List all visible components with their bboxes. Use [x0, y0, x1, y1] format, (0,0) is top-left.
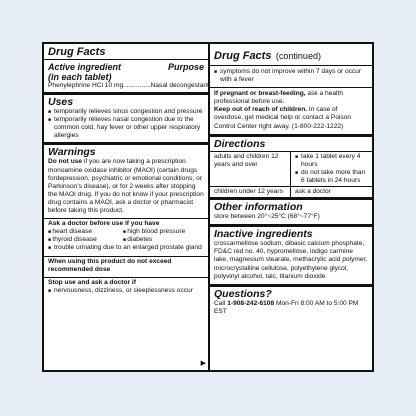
- uses-heading: Uses: [48, 96, 74, 109]
- left-column: [44, 44, 210, 370]
- other-info-section: [214, 200, 368, 221]
- active-ingredient-heading: Active ingredient: [48, 62, 122, 72]
- when-using-section: When using this product do not exceed recommended dose: [48, 257, 172, 273]
- uses-item: ■ temporarily relieves sinus congestion and pressure: [48, 108, 204, 116]
- drug-facts-continued-title: Drug Facts: [214, 50, 272, 62]
- active-ingredient-row: [48, 82, 209, 90]
- ask-doctor-section: [48, 219, 204, 252]
- stop-use-section: [48, 278, 204, 295]
- purpose-heading: Purpose: [167, 62, 204, 72]
- ask-doctor-heading: Ask a doctor before use if you have: [48, 220, 160, 228]
- warnings-section: [48, 145, 204, 215]
- condition-thyroid-disease: ■ thyroid disease: [48, 236, 123, 244]
- continued-arrow-icon: ▶: [200, 360, 206, 367]
- condition-enlarged-prostate: ■ trouble urinating due to an enlarged prostate gland: [48, 244, 204, 252]
- questions-section: [214, 287, 368, 316]
- directions-section: [214, 137, 368, 197]
- stop-use-item: ■ symptoms do not improve within 7 days or occur with a fever: [214, 68, 368, 84]
- questions-hours: Mon-Fri 8:00 AM to 5:00 PM EST: [214, 299, 359, 315]
- condition-diabetes: ■ diabetes: [123, 236, 152, 244]
- directions-age-children: children under 12 years: [210, 187, 291, 197]
- active-ingredient-section: [48, 60, 209, 90]
- questions-heading: Questions?: [214, 287, 272, 300]
- stop-use-item: ■ nervousness, dizziness, or sleeplessness occur: [48, 287, 204, 295]
- directions-heading: Directions: [214, 137, 266, 150]
- directions-children-dose: ask a doctor: [295, 188, 331, 196]
- ask-doctor-row: [48, 236, 204, 244]
- children-lead: Keep out of reach of children.: [214, 106, 308, 114]
- continued-title-row: [214, 44, 368, 65]
- pregnancy-warning: [214, 88, 368, 106]
- inactive-ingredients-section: [214, 227, 368, 280]
- other-info-text: store between 20°~25°C (68°~77°F): [214, 213, 320, 221]
- questions-text: [214, 300, 368, 316]
- children-body: In case of overdose, get medical help or contact a Poison Control Center right away. (1-800-222-1222): [214, 106, 352, 130]
- warnings-heading: Warnings: [48, 146, 96, 159]
- do-not-use-body: if you are now taking a prescription monoamine oxidase inhibitor (MAOI) (certain drugs fordepression, psychiatric or emotional conditions, or Parkinson's disease), or for 2 weeks after stopping the MAOI drug. If you do not know if your prescription drug contains a MAOI, ask a doctor or pharmacist before taking this product.: [48, 158, 204, 215]
- questions-phone: 1-908-242-6108: [227, 299, 275, 307]
- active-ingredient-subheading: (in each tablet): [48, 72, 112, 82]
- ingredient-name: Phenylephrine HCl 10 mg: [48, 82, 124, 89]
- other-info-heading: Other information: [214, 201, 303, 214]
- do-not-use-lead: Do not use: [48, 158, 83, 166]
- ingredient-purpose: Nasal decongestant: [150, 82, 209, 89]
- directions-age-adults: adults and children 12 years and over: [210, 152, 291, 186]
- warnings-paragraph: [48, 158, 204, 215]
- leader-dots: ...............: [123, 82, 151, 89]
- directions-row-adults: [210, 152, 372, 187]
- uses-section: [48, 95, 204, 140]
- inactive-ingredients-heading: Inactive ingredients: [214, 228, 313, 241]
- uses-item: ■ temporarily relieves nasal congestion due to the common cold, hay fever or other upper respiratory allergies: [48, 116, 204, 140]
- continued-label: (continued): [275, 51, 321, 61]
- inactive-ingredients-text: croscarmellose sodium, dibasic calcium phosphate, FD&C red no. 40, hypromellose, indigo carmine lake, magnesium stearate, methacrylic acid polymer, microcrystalline cellulose, polyethylene glycol, polyvinyl alcohol, talc, titanium dioxide: [214, 240, 368, 280]
- pregnancy-body: ask a health professional before use.: [214, 90, 343, 106]
- ask-doctor-row: [48, 228, 204, 236]
- directions-max-dose: ■ do not take more than 6 tablets in 24 hours: [295, 169, 368, 185]
- condition-heart-disease: ■ heart disease: [48, 228, 123, 236]
- drug-facts-panel: [42, 42, 374, 372]
- stop-use-heading: Stop use and ask a doctor if: [48, 278, 136, 286]
- drug-facts-title: Drug Facts: [48, 46, 106, 58]
- directions-dose: ■ take 1 tablet every 4 hours: [295, 153, 368, 169]
- directions-row-children: [210, 187, 372, 197]
- right-column: [210, 44, 372, 370]
- children-warning: [214, 106, 368, 130]
- questions-prefix: Call: [214, 299, 228, 307]
- warnings-continued-section: [214, 66, 368, 131]
- condition-high-blood-pressure: ■ high blood pressure: [123, 228, 185, 236]
- pregnancy-lead: If pregnant or breast-feeding,: [214, 90, 306, 98]
